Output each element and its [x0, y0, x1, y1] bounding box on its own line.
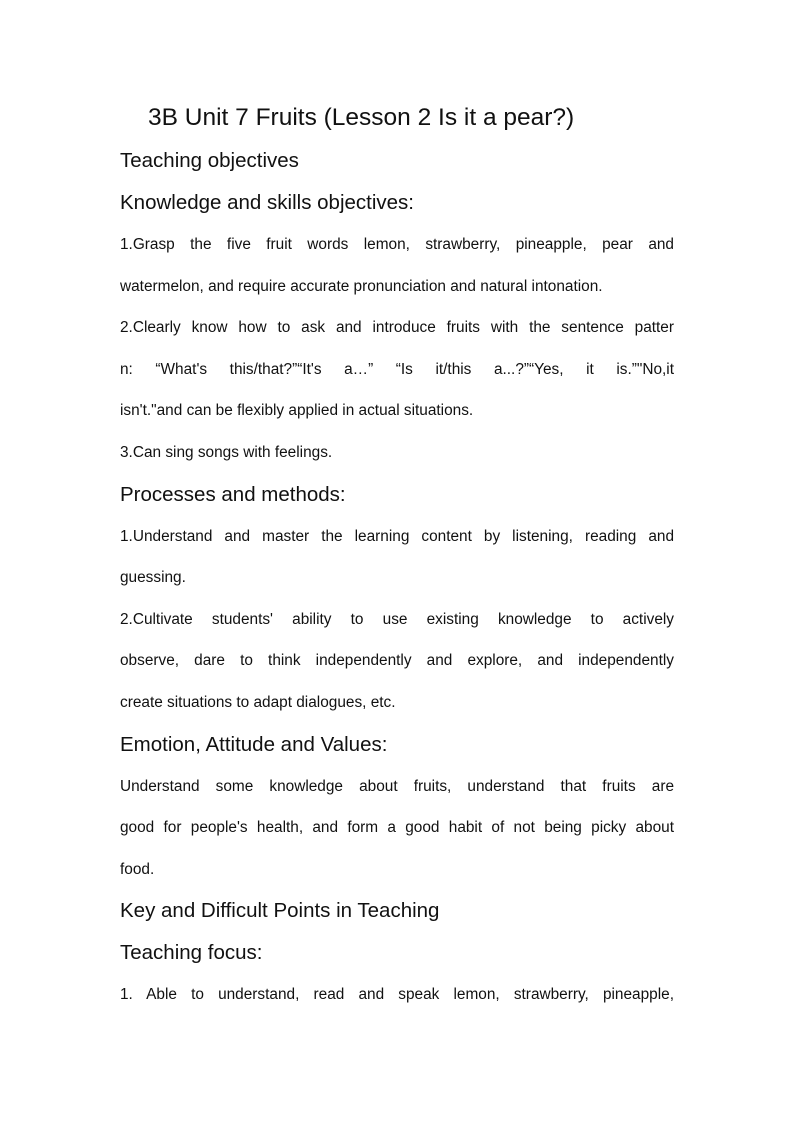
document-title: 3B Unit 7 Fruits (Lesson 2 Is it a pear?) — [148, 104, 575, 131]
knowledge-item-1 — [120, 224, 674, 307]
focus-item-1-line-1: 1. Able to understand, read and speak lemon, strawberry, pineapple, — [120, 986, 674, 1004]
key-difficult-points-heading: Key and Difficult Points in Teaching — [120, 899, 440, 923]
processes-methods-heading: Processes and methods: — [120, 482, 346, 506]
emotion-paragraph-line-1: Understand some knowledge about fruits, understand that fruits are — [120, 777, 674, 795]
emotion-paragraph-line-2: good for people's health, and form a good habit of not being picky about — [120, 819, 674, 837]
processes-item-1 — [120, 516, 674, 599]
processes-item-2-line-1: 2.Cultivate students' ability to use existing knowledge to actively — [120, 610, 674, 628]
emotion-attitude-values-heading: Emotion, Attitude and Values: — [120, 732, 388, 756]
processes-item-2 — [120, 599, 674, 724]
processes-item-1-line-2: guessing. — [120, 569, 186, 587]
focus-item-1 — [120, 974, 674, 1016]
emotion-paragraph-line-3: food. — [120, 860, 155, 878]
knowledge-item-3-line-1: 3.Can sing songs with feelings. — [120, 443, 333, 461]
teaching-objectives-heading: Teaching objectives — [120, 149, 299, 172]
knowledge-item-2-line-3: isn't."and can be flexibly applied in actual situations. — [120, 402, 474, 420]
emotion-paragraph — [120, 766, 674, 891]
knowledge-skills-heading: Knowledge and skills objectives: — [120, 191, 414, 214]
knowledge-item-2-line-2: n: “What's this/that?”“It's a…” “Is it/this a...?”“Yes, it is.”"No,it — [120, 360, 674, 378]
page-content — [120, 96, 674, 1016]
processes-item-2-line-2: observe, dare to think independently and explore, and independently — [120, 652, 674, 670]
processes-item-1-line-1: 1.Understand and master the learning content by listening, reading and — [120, 527, 674, 545]
knowledge-item-1-line-2: watermelon, and require accurate pronunciation and natural intonation. — [120, 277, 603, 295]
knowledge-item-2 — [120, 307, 674, 432]
knowledge-item-2-line-1: 2.Clearly know how to ask and introduce fruits with the sentence patter — [120, 319, 674, 337]
teaching-focus-heading: Teaching focus: — [120, 941, 263, 965]
processes-item-2-line-3: create situations to adapt dialogues, etc. — [120, 693, 396, 711]
knowledge-item-1-line-1: 1.Grasp the five fruit words lemon, strawberry, pineapple, pear and — [120, 236, 674, 253]
knowledge-item-3 — [120, 432, 674, 474]
